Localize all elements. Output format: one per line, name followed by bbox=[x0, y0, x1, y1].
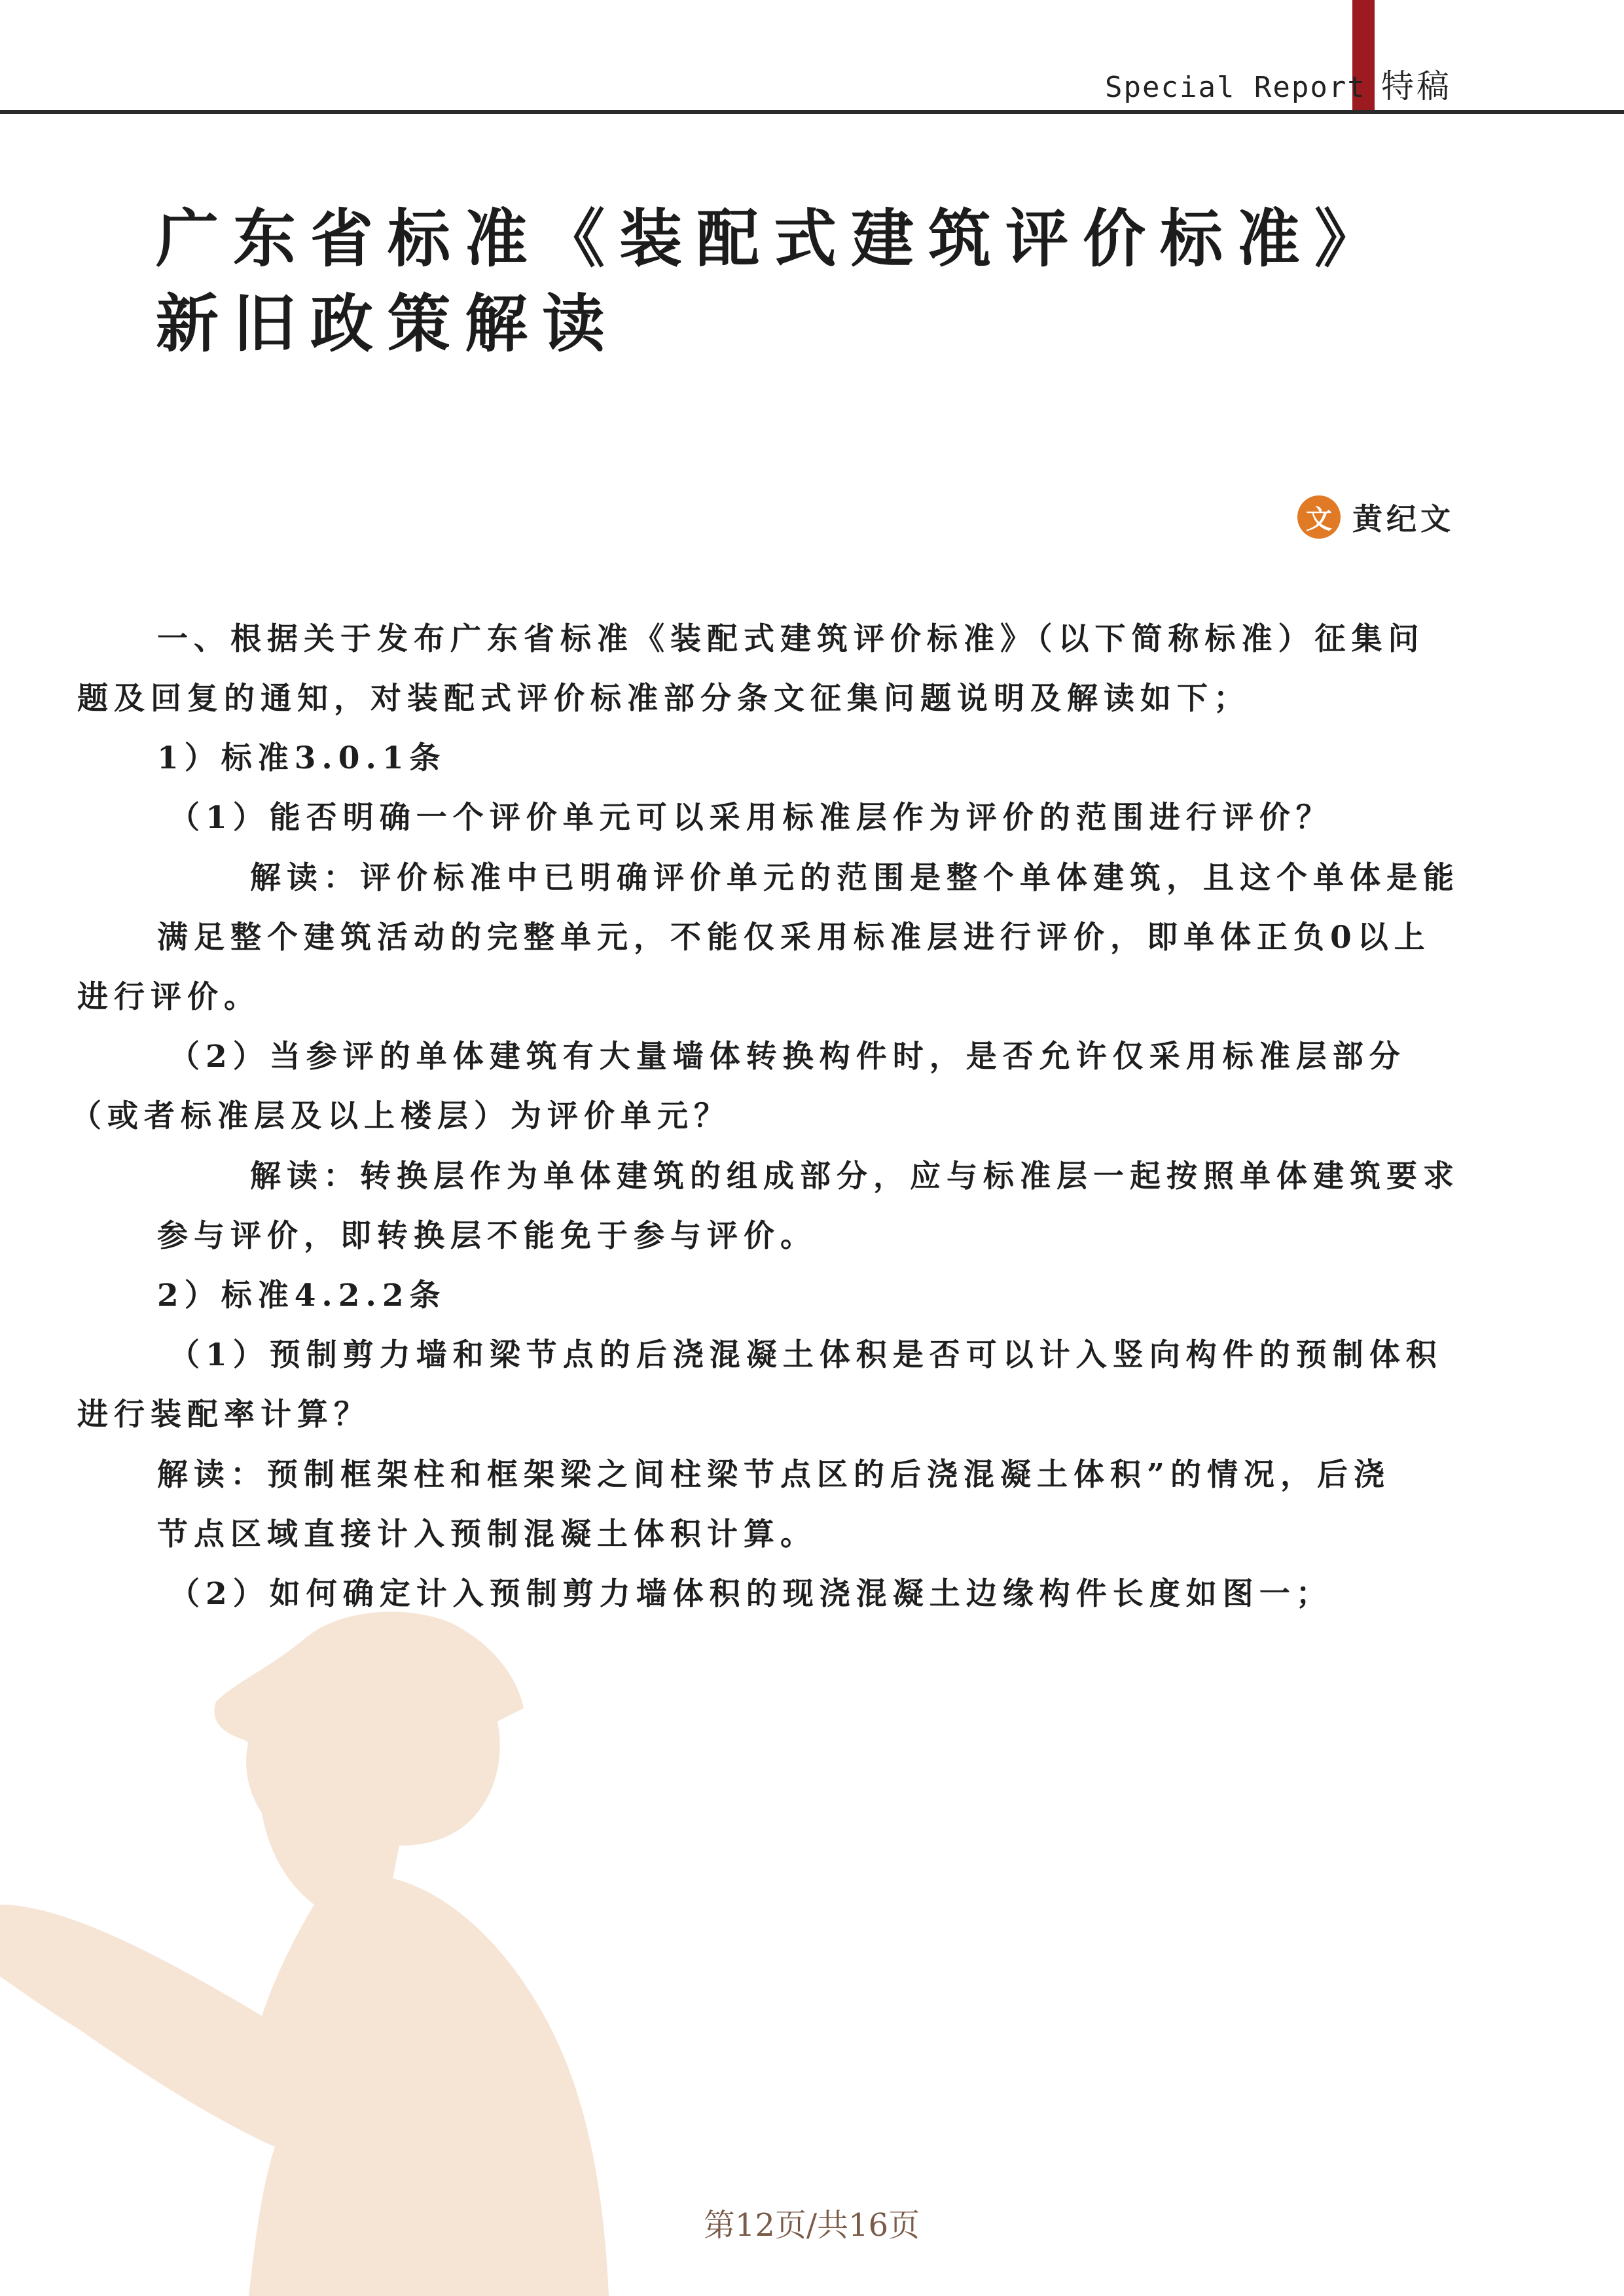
answer-line: 进行评价。 bbox=[77, 979, 261, 1015]
answer-line: 解读：转换层作为单体建筑的组成部分，应与标准层一起按照单体建筑要求 bbox=[250, 1158, 1460, 1194]
question-line: 进行装配率计算？ bbox=[77, 1397, 370, 1433]
paragraph-line: 题及回复的通知，对装配式评价标准部分条文征集问题说明及解读如下； bbox=[77, 681, 1250, 717]
question-line: （或者标准层及以上楼层）为评价单元？ bbox=[71, 1098, 731, 1134]
section-heading: 2）标准4.2.2条 bbox=[157, 1278, 446, 1314]
question-line: （1）预制剪力墙和梁节点的后浇混凝土体积是否可以计入竖向构件的预制体积 bbox=[169, 1337, 1443, 1373]
question-line: （1）能否明确一个评价单元可以采用标准层作为评价的范围进行评价？ bbox=[169, 800, 1333, 836]
author-badge-icon: 文 bbox=[1297, 495, 1341, 539]
title-line-2: 新旧政策解读 bbox=[156, 287, 619, 361]
section-label-en: Special Report bbox=[1105, 71, 1366, 104]
paragraph-line: 一、根据关于发布广东省标准《装配式建筑评价标准》（以下简称标准）征集问 bbox=[157, 621, 1425, 657]
answer-line: 解读：评价标准中已明确评价单元的范围是整个单体建筑，且这个单体是能 bbox=[250, 860, 1460, 896]
title-line-1: 广东省标准《装配式建筑评价标准》 bbox=[156, 202, 1392, 276]
question-line: （2）当参评的单体建筑有大量墙体转换构件时，是否允许仅采用标准层部分 bbox=[169, 1039, 1406, 1075]
author-name: 黄纪文 bbox=[1352, 501, 1454, 537]
section-heading: 1）标准3.0.1条 bbox=[157, 740, 446, 776]
page-number: 第12页/共16页 bbox=[703, 2207, 920, 2244]
answer-line: 满足整个建筑活动的完整单元，不能仅采用标准层进行评价，即单体正负0以上 bbox=[157, 920, 1431, 956]
section-label-cn: 特稿 bbox=[1381, 67, 1452, 105]
answer-line: 节点区域直接计入预制混凝土体积计算。 bbox=[157, 1516, 817, 1552]
answer-line: 解读：预制框架柱和框架梁之间柱梁节点区的后浇混凝土体积”的情况，后浇 bbox=[157, 1457, 1391, 1493]
answer-line: 参与评价，即转换层不能免于参与评价。 bbox=[157, 1218, 817, 1254]
question-line: （2）如何确定计入预制剪力墙体积的现浇混凝土边缘构件长度如图一； bbox=[169, 1576, 1333, 1612]
